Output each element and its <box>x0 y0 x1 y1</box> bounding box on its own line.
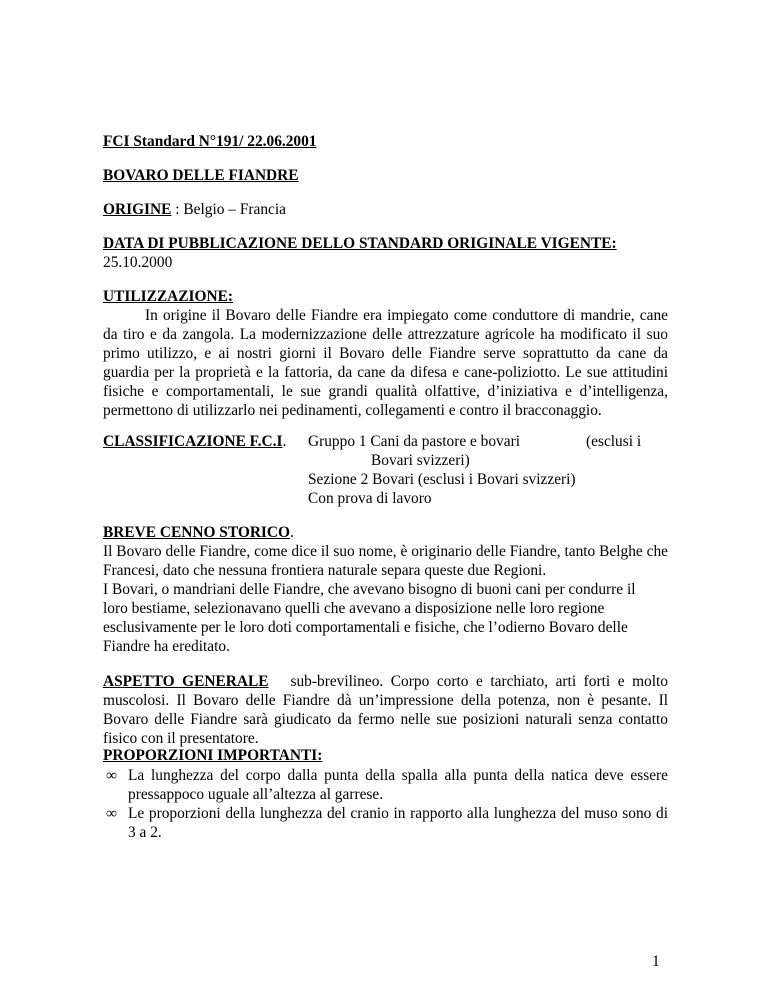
classificazione-group: Gruppo 1 Cani da pastore e bovari <box>308 433 520 450</box>
breve-cenno-label: BREVE CENNO STORICO <box>103 524 291 541</box>
classificazione-label-suffix: . <box>282 433 287 450</box>
page-number: 1 <box>652 953 660 970</box>
origine-label: ORIGINE <box>103 201 172 218</box>
utilizzazione-text: In origine il Bovaro delle Fiandre era impiegato come conduttore di mandrie, cane da tiro e da zangola. La modernizzazione delle attrezzature agricole ha modificato il suo primo utilizzo, e ai nostri giorni il Bovaro delle Fiandre serve soprattutto da cane da guardia per la proprietà e la fattoria, da cane da difesa e cane-poliziotto. Le sue attitudini fisiche e comportamentali, le sue grandi qualità olfattive, d’iniziativa e d’intelligenza, permettono di utilizzarlo nei pedinamenti, collegamenti e contro il bracconaggio. <box>103 307 668 419</box>
origine-line <box>103 200 286 219</box>
infinity-bullet-icon: ∞ <box>106 767 117 784</box>
classificazione-group-cont: Bovari svizzeri) <box>371 452 470 469</box>
aspetto-paragraph <box>103 672 668 748</box>
classificazione-label-line <box>103 432 286 451</box>
proporzioni-item <box>103 766 668 804</box>
aspetto-text: sub-brevilineo. Corpo corto e tarchiato, arti forti e molto muscolosi. Il Bovaro delle Fiandre dà un’impressione della potenza, non è pesante. Il Bovaro delle Fiandre sarà giudicato da fermo nelle sue posizioni naturali senza contatto fisico con il presentatore. <box>103 673 668 747</box>
breve-cenno-para2-line2: loro bestiame, selezionavano quelli che avevano a disposizione nelle loro regione <box>103 600 605 617</box>
proporzioni-label: PROPORZIONI IMPORTANTI: <box>103 747 323 764</box>
utilizzazione-label: UTILIZZAZIONE: <box>103 288 234 305</box>
breve-cenno-para2-line1: I Bovari, o mandriani delle Fiandre, che avevano bisogno di buoni cani per condurre il <box>103 581 636 598</box>
data-pubblicazione-label: DATA DI PUBBLICAZIONE DELLO STANDARD ORIGINALE VIGENTE: <box>103 235 617 252</box>
infinity-bullet-icon: ∞ <box>106 805 117 822</box>
breve-cenno-label-suffix: . <box>290 524 294 541</box>
breve-cenno-para1: Il Bovaro delle Fiandre, come dice il suo nome, è originario delle Fiandre, tanto Belghe che Francesi, dato che nessuna frontiera naturale separa queste due Regioni. <box>103 543 668 579</box>
proporzioni-item <box>103 804 668 842</box>
breve-cenno-para2-line4: Fiandre ha ereditato. <box>103 638 230 655</box>
breve-cenno-para2-line3: esclusivamente per le loro doti comportamentali e fisiche, che l’odierno Bovaro delle <box>103 619 628 636</box>
classificazione-group-right: (esclusi i <box>586 433 642 450</box>
classificazione-section: Sezione 2 Bovari (esclusi i Bovari svizzeri) <box>308 471 576 488</box>
proporzioni-item-text: La lunghezza del corpo dalla punta della spalla alla punta della natica deve essere pressappoco uguale all’altezza al garrese. <box>128 767 668 803</box>
breed-name-heading: BOVARO DELLE FIANDRE <box>103 167 299 184</box>
origine-value: : Belgio – Francia <box>171 201 286 218</box>
breve-cenno-label-line <box>103 523 294 542</box>
fci-standard-heading: FCI Standard N°191/ 22.06.2001 <box>103 133 317 150</box>
data-pubblicazione-value: 25.10.2000 <box>103 254 173 271</box>
aspetto-label: ASPETTO GENERALE <box>103 673 269 690</box>
classificazione-work-trial: Con prova di lavoro <box>308 490 432 507</box>
classificazione-label: CLASSIFICAZIONE F.C.I <box>103 433 283 450</box>
proporzioni-item-text: Le proporzioni della lunghezza del cranio in rapporto alla lunghezza del muso sono di 3 a 2. <box>128 805 668 841</box>
